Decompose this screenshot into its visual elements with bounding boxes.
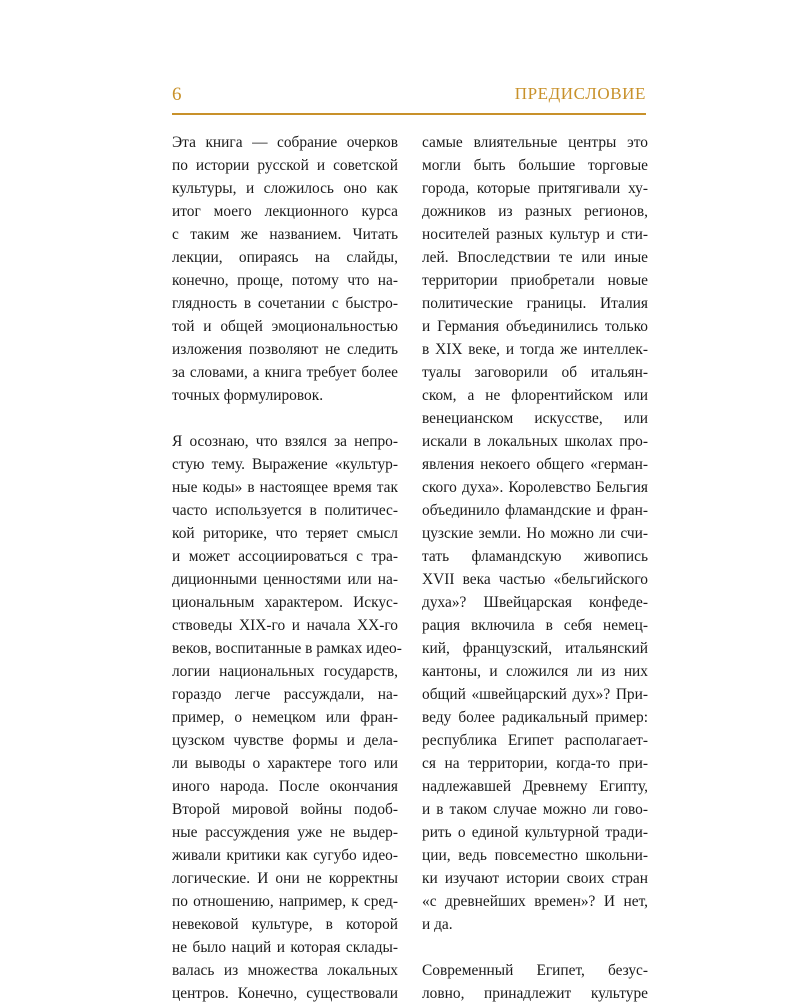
- text-line: не было наций и которая склады-: [172, 939, 398, 956]
- text-line: носителей разных культур и сти-: [422, 226, 648, 243]
- text-line: Эта книга — собрание очерков: [172, 134, 398, 151]
- left-column: [172, 131, 402, 1005]
- text-line: явления некоего общего «герман-: [422, 456, 648, 473]
- paragraph: [422, 131, 648, 936]
- text-line: изложения позволяют не следить: [172, 341, 398, 358]
- header-rule: [172, 113, 646, 115]
- text-line: надлежавшей Древнему Египту,: [422, 778, 648, 795]
- text-line: туалы заговорили об итальян-: [422, 364, 648, 381]
- text-line: ского духа». Королевство Бельгия: [422, 479, 648, 496]
- text-line: веков, воспитанные в рамках идео-: [172, 640, 402, 657]
- text-line: по отношению, например, к сред-: [172, 893, 398, 910]
- paragraph-gap: [422, 936, 648, 959]
- text-line: искали в локальных школах про-: [422, 433, 648, 450]
- text-line: логии национальных государств,: [172, 663, 398, 680]
- text-line: духа»? Швейцарская конфеде-: [422, 594, 648, 611]
- text-line: «с древнейших времен»? И нет,: [422, 893, 648, 910]
- page-header: [172, 80, 646, 112]
- text-line: самые влиятельные центры это: [422, 134, 648, 151]
- text-line: республика Египет располагает-: [422, 732, 648, 749]
- text-line: лей. Впоследствии те или иные: [422, 249, 648, 266]
- text-line: могли быть большие торговые: [422, 157, 648, 174]
- text-line: ции, ведь повсеместно школьни-: [422, 847, 648, 864]
- text-line: культуры, и сложилось оно как: [172, 180, 398, 197]
- text-line: глядность в сочетании с быстро-: [172, 295, 398, 312]
- text-line: кантоны, и сложился ли из них: [422, 663, 648, 680]
- text-line: гораздо легче рассуждали, на-: [172, 686, 398, 703]
- text-line: ся на территории, когда-то при-: [422, 755, 648, 772]
- text-line: пример, о немецком или фран-: [172, 709, 398, 726]
- text-line: по истории русской и советской: [172, 157, 398, 174]
- text-line: и в таком случае можно ли гово-: [422, 801, 648, 818]
- running-head: ПРЕДИСЛОВИЕ: [514, 84, 646, 103]
- text-line: за словами, а книга требует более: [172, 364, 398, 381]
- text-line: Второй мировой войны подоб-: [172, 801, 398, 818]
- text-line: рация включила в себя немец-: [422, 617, 648, 634]
- text-line: невековой культуре, в которой: [172, 916, 398, 933]
- text-line: цузском чувстве формы и дела-: [172, 732, 398, 749]
- text-line: той и общей эмоциональностью: [172, 318, 398, 335]
- text-line: тать фламандскую живопись: [422, 548, 648, 565]
- text-line: центров. Конечно, существовали: [172, 985, 398, 1002]
- right-column: [422, 131, 648, 1005]
- text-line: ные рассуждения уже не выдер-: [172, 824, 398, 841]
- text-line: и да.: [422, 916, 453, 933]
- text-line: ствоведы XIX-го и начала XX-го: [172, 617, 398, 634]
- text-line: логические. И они не корректны: [172, 870, 398, 887]
- text-line: венецианском искусстве, или: [422, 410, 648, 427]
- paragraph-gap: [172, 407, 398, 430]
- text-line: итог моего лекционного курса: [172, 203, 398, 220]
- paragraph: [172, 430, 402, 1005]
- text-line: лекции, опираясь на слайды,: [172, 249, 398, 266]
- text-line: цузские земли. Но можно ли счи-: [422, 525, 648, 542]
- text-line: циональным характером. Искус-: [172, 594, 398, 611]
- text-line: с таким же названием. Читать: [172, 226, 398, 243]
- text-line: ки изучают истории своих стран: [422, 870, 648, 887]
- text-line: точных формулировок.: [172, 387, 324, 404]
- text-line: Я осознаю, что взялся за непро-: [172, 433, 398, 450]
- text-line: ском, а не флорентийском или: [422, 387, 648, 404]
- text-line: общий «швейцарский дух»? При-: [422, 686, 648, 703]
- text-line: кой риторике, что теряет смысл: [172, 525, 398, 542]
- paragraph: [422, 959, 648, 1005]
- text-line: в XIX веке, и тогда же интеллек-: [422, 341, 648, 358]
- text-line: политические границы. Италия: [422, 295, 648, 312]
- text-line: Современный Египет, безус-: [422, 962, 648, 979]
- text-line: диционными ценностями или на-: [172, 571, 398, 588]
- text-line: объединило фламандские и фран-: [422, 502, 648, 519]
- text-line: XVII века частью «бельгийского: [422, 571, 648, 588]
- text-line: и может ассоциироваться с тра-: [172, 548, 398, 565]
- text-line: дожников из разных регионов,: [422, 203, 648, 220]
- text-line: часто используется в политичес-: [172, 502, 398, 519]
- text-line: кий, французский, итальянский: [422, 640, 648, 657]
- text-line: ные коды» в настоящее время так: [172, 479, 398, 496]
- page-number: 6: [172, 84, 182, 105]
- text-line: иного народа. После окончания: [172, 778, 398, 795]
- text-line: стую тему. Выражение «культур-: [172, 456, 398, 473]
- text-line: конечно, проще, потому что на-: [172, 272, 398, 289]
- text-line: ли выводы о характере того или: [172, 755, 398, 772]
- text-line: города, которые притягивали ху-: [422, 180, 648, 197]
- text-line: и Германия объединились только: [422, 318, 648, 335]
- text-line: ловно, принадлежит культуре: [422, 985, 648, 1002]
- text-line: территории приобретали новые: [422, 272, 648, 289]
- paragraph: [172, 131, 398, 407]
- text-line: живали критики как сугубо идео-: [172, 847, 398, 864]
- text-line: рить о единой культурной тради-: [422, 824, 648, 841]
- text-line: веду более радикальный пример:: [422, 709, 648, 726]
- text-line: валась из множества локальных: [172, 962, 398, 979]
